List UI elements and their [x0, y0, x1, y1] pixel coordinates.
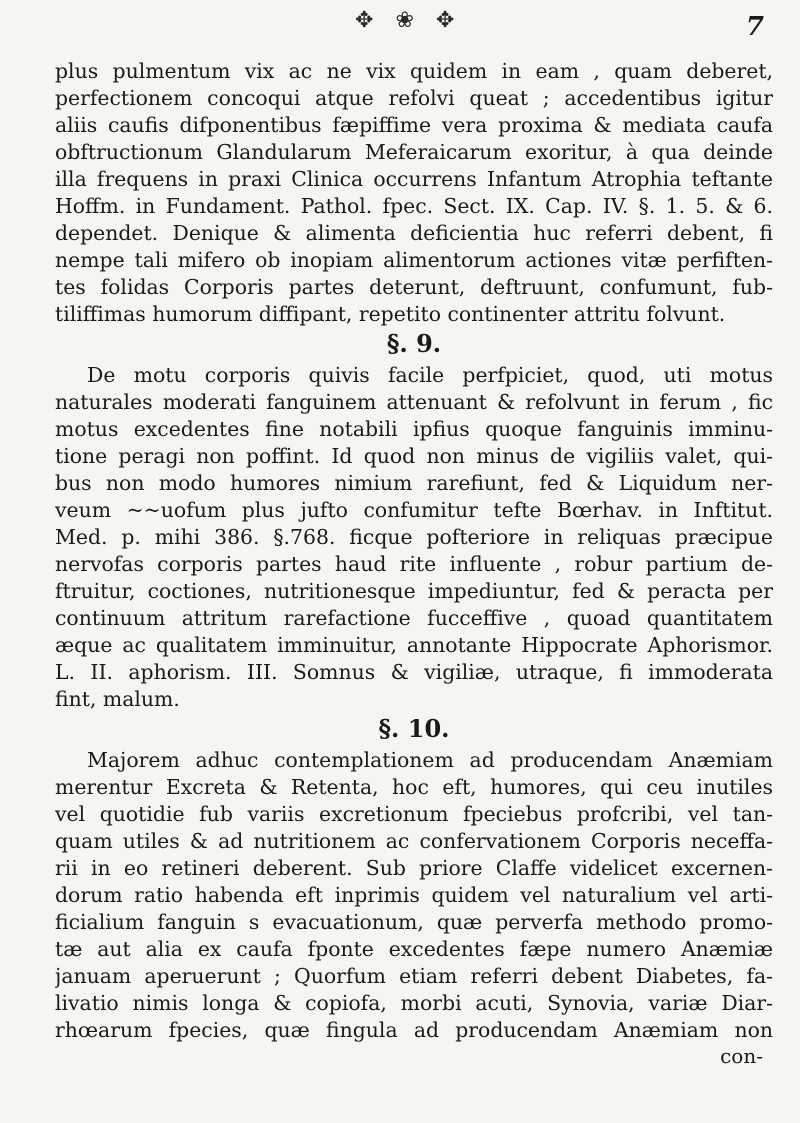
text-line: motus excedentes fine notabili ipfius quoque fanguinis imminu-: [55, 417, 773, 441]
text-line: æque ac qualitatem imminuitur, annotante Hippocrate Aphorismor.: [55, 633, 773, 657]
text-line: rii in eo retineri deberent. Sub priore Claffe videlicet excernen-: [55, 856, 773, 880]
text-line: plus pulmentum vix ac ne vix quidem in eam , quam deberet,: [55, 59, 773, 83]
text-line: veum ~~uofum plus jufto confumitur tefte Bœrhav. in Inftitut.: [55, 498, 773, 522]
ornament-left-icon: ✥: [355, 8, 374, 33]
text-line: continuum attritum rarefactione fucceffive , quoad quantitatem: [55, 606, 773, 630]
text-line: nempe tali mifero ob inopiam alimentorum actiones vitæ perfiften-: [55, 248, 773, 272]
text-line: L. II. aphorism. III. Somnus & vigiliæ, utraque, fi immoderata: [55, 660, 773, 684]
text-line: tæ aut alia ex caufa fponte excedentes fæpe numero Anæmiæ: [55, 937, 773, 961]
paragraph-3: [55, 747, 773, 1044]
text-line: livatio nimis longa & copiofa, morbi acuti, Synovia, variæ Diar-: [55, 991, 773, 1015]
text-line: obftructionum Glandularum Meferaicarum exoritur, à qua deinde: [55, 140, 773, 164]
text-line: Majorem adhuc contemplationem ad producendam Anæmiam: [87, 748, 773, 772]
text-line: vel quotidie fub variis excretionum fpeciebus profcribi, vel tan-: [55, 802, 773, 826]
ornament-right-icon: ✥: [435, 8, 455, 33]
text-line: januam aperuerunt ; Quorfum etiam referri debent Diabetes, fa-: [55, 964, 773, 988]
text-line: aliis caufis difponentibus fæpiffime vera proxima & mediata caufa: [55, 113, 773, 137]
text-line: dorum ratio habenda eft inprimis quidem vel naturalium vel arti-: [55, 883, 773, 907]
text-line: dependet. Denique & alimenta deficientia huc referri debent, fi: [55, 221, 773, 245]
text-line: ftruitur, coctiones, nutritionesque impediuntur, fed & peracta per: [55, 579, 773, 603]
text-line: ficialium fanguin s evacuationum, quæ perverfa methodo promo-: [55, 910, 773, 934]
text-line: rhœarum fpecies, quæ fingula ad producendam Anæmiam non: [55, 1018, 773, 1042]
text-line: quam utiles & ad nutritionem ac confervationem Corporis neceffa-: [55, 829, 773, 853]
text-line: Hoffm. in Fundament. Pathol. fpec. Sect. IX. Cap. IV. §. 1. 5. & 6.: [55, 194, 773, 218]
text-line: tes folidas Corporis partes deterunt, deftruunt, confumunt, fub-: [55, 275, 773, 299]
section-heading-9: §. 9.: [386, 329, 442, 358]
text-line: naturales moderati fanguinem attenuant & refolvunt in ferum , fic: [55, 390, 773, 414]
text-line: De motu corporis quivis facile perfpiciet, quod, uti motus: [87, 363, 773, 387]
text-line: tione peragi non poffint. Id quod non minus de vigiliis valet, qui-: [55, 444, 773, 468]
body-text: [55, 58, 773, 1068]
paragraph-2: [55, 362, 773, 713]
paragraph-1: [55, 58, 773, 328]
text-line: tiliffimas humorum diffipant, repetito continenter attritu folvunt.: [55, 302, 726, 326]
header-ornament: [355, 8, 454, 33]
text-line: bus non modo humores nimium rarefiunt, fed & Liquidum ner-: [55, 471, 773, 495]
catchword: con-: [720, 1044, 763, 1068]
ornament-center-icon: ❀: [395, 8, 414, 33]
text-line: illa frequens in praxi Clinica occurrens Infantum Atrophia teftante: [55, 167, 773, 191]
text-line: Med. p. mihi 386. §.768. ficque pofteriore in reliquas præcipue: [55, 525, 773, 549]
text-line: fint, malum.: [55, 687, 180, 711]
section-heading-10: §. 10.: [378, 714, 450, 743]
page-number: 7: [745, 12, 764, 42]
page-header: [0, 8, 800, 48]
text-line: merentur Excreta & Retenta, hoc eft, humores, qui ceu inutiles: [55, 775, 773, 799]
text-line: perfectionem concoqui atque refolvi queat ; accedentibus igitur: [55, 86, 773, 110]
text-line: nervofas corporis partes haud rite influente , robur partium de-: [55, 552, 773, 576]
